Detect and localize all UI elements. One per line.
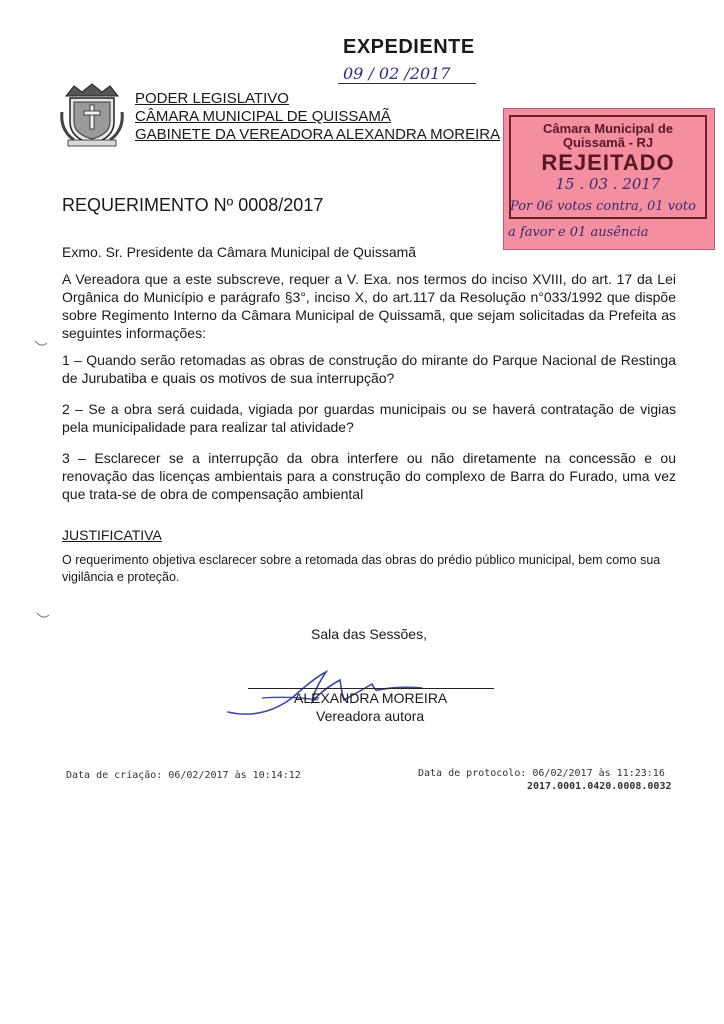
stamp-vote-note-1: Por 06 votos contra, 01 voto bbox=[510, 199, 696, 214]
intro-paragraph: A Vereadora que a este subscreve, requer a V. Exa. nos termos do inciso XVIII, do art. 17 da Lei Orgânica do Município e parágrafo §3°, inciso X, do art.117 da Resolução n°033/1992 que dispõe sobre Regimento Interno da Câmara Municipal de Quissamã, que sejam solicitadas da Prefeita as seguintes informações: bbox=[62, 271, 676, 341]
letterhead-line-2: CÂMARA MUNICIPAL DE QUISSAMÃ bbox=[135, 108, 391, 125]
request-item-1: 1 – Quando serão retomadas as obras de construção do mirante do Parque Nacional de Restinga de Jurubatiba e quais os motivos de sua interrupção? bbox=[62, 352, 676, 386]
protocol-date: Data de protocolo: 06/02/2017 às 11:23:16 bbox=[418, 768, 665, 779]
document-title: REQUERIMENTO Nº 0008/2017 bbox=[62, 195, 324, 215]
expediente-underline bbox=[338, 83, 476, 84]
creation-date: Data de criação: 06/02/2017 às 10:14:12 bbox=[66, 770, 301, 781]
signer-name: ALEXANDRA MOREIRA bbox=[294, 690, 448, 706]
justification-text: O requerimento objetiva esclarecer sobre a retomada das obras do prédio público municipal, bem como sua vigilância e proteção. bbox=[62, 553, 661, 584]
stamp-line-2: Quissamã - RJ bbox=[562, 135, 654, 150]
request-item-2: 2 – Se a obra será cuidada, vigiada por guardas municipais ou se haverá contratação de vigias pela municipalidade para realizar tal atividade? bbox=[62, 401, 676, 435]
request-item-3: 3 – Esclarecer se a interrupção da obra interfere ou não diretamente na concessão e ou renovação das licenças ambientais para a construção do complexo de Barra do Furado, uma vez que trata-se de obra de compensação ambiental bbox=[62, 450, 676, 502]
place-line: Sala das Sessões, bbox=[311, 626, 427, 642]
punch-hole-mark-icon bbox=[34, 340, 48, 348]
protocol-number: 2017.0001.0420.0008.0032 bbox=[527, 781, 672, 792]
punch-hole-mark-icon bbox=[36, 612, 50, 620]
addressee: Exmo. Sr. Presidente da Câmara Municipal de Quissamã bbox=[62, 244, 417, 260]
letterhead-line-3: GABINETE DA VEREADORA ALEXANDRA MOREIRA bbox=[135, 126, 501, 143]
signer-role: Vereadora autora bbox=[316, 708, 425, 724]
letterhead bbox=[135, 90, 500, 144]
expediente-date: 09 / 02 /2017 bbox=[343, 64, 451, 83]
justification-title: JUSTIFICATIVA bbox=[62, 527, 162, 543]
letterhead-line-1: PODER LEGISLATIVO bbox=[135, 90, 289, 107]
stamp-date: 15 . 03 . 2017 bbox=[555, 175, 661, 193]
stamp-line-1: Câmara Municipal de bbox=[542, 121, 674, 136]
stamp-vote-note-2: a favor e 01 ausência bbox=[508, 225, 649, 240]
municipal-crest-icon bbox=[60, 82, 124, 148]
stamp-status: REJEITADO bbox=[541, 150, 675, 175]
signature-line bbox=[248, 688, 494, 689]
rejected-stamp bbox=[503, 108, 715, 250]
expediente-label: EXPEDIENTE bbox=[343, 36, 475, 58]
